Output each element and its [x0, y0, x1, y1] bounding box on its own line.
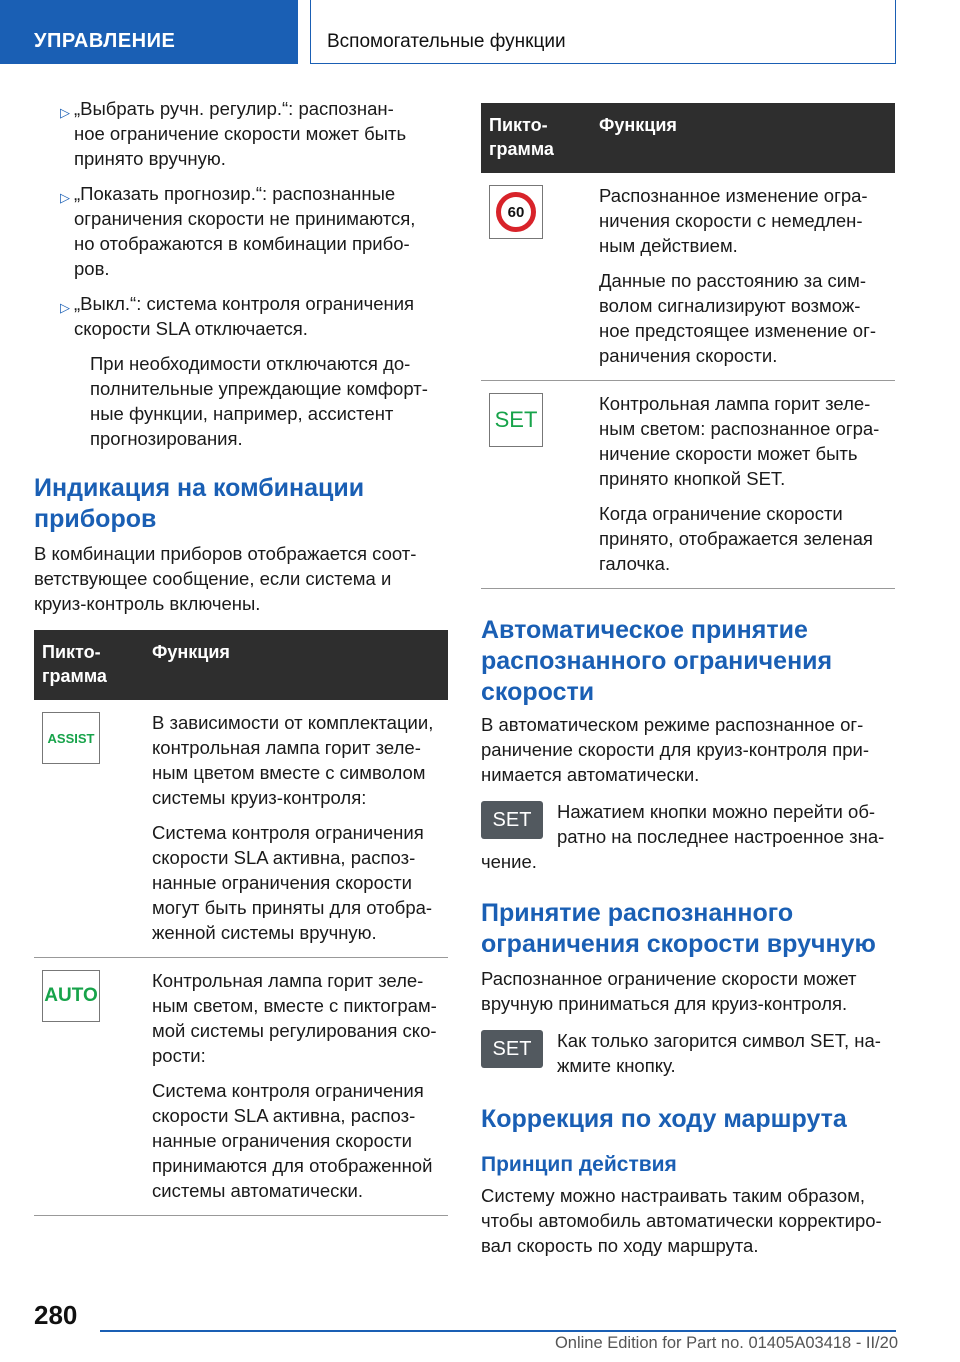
triangle-bullet-icon: ▷ [60, 300, 70, 315]
footer-divider [100, 1330, 896, 1332]
speed-value: 60 [496, 192, 536, 232]
col-header-function: Функция [591, 103, 895, 173]
edition-text: Online Edition for Part no. 01405A03418 - II/20 [554, 1334, 898, 1352]
bullet-text: „Выбрать ручн. регулир.“: распознан- ное ограничение скорости может быть принято вручную. [74, 98, 407, 169]
heading-principle: Принцип действия [481, 1153, 677, 1176]
heading-instrument-cluster: Индикация на комбинации приборов [34, 474, 365, 533]
set-note-2: SET Как только загорится символ SET, на- жмите кнопку. [481, 1028, 895, 1078]
triangle-bullet-icon: ▷ [60, 105, 70, 120]
principle-paragraph: Систему можно настраивать таким образом, чтобы автомобиль автоматически корректиро- вал скорость по ходу маршрута. [481, 1185, 882, 1256]
bullet-note: При необходимости отключаются до- полнительные упреждающие комфорт- ные функции, например, ассистент прогнозирования. [90, 353, 428, 449]
auto-paragraph: В автоматическом режиме распознанное ог- раничение скорости для круиз-контроля при- нимается автоматически. [481, 714, 870, 785]
heading-route-correction: Коррекция по ходу маршрута [481, 1105, 847, 1133]
manual-paragraph: Распознанное ограничение скорости может вручную приниматься для круиз-контроля. [481, 968, 857, 1014]
pictogram-table [481, 103, 895, 589]
bullet-text: „Выкл.“: система контроля ограничения скорости SLA отключается. [74, 293, 415, 339]
auto-icon: AUTO [42, 970, 100, 1022]
bullet-item [34, 291, 448, 341]
table-row: ASSIST В зависимости от комплектации, контрольная лампа горит зеле- ным цветом вместе с символом системы круиз-контроля: Система контроля ограничения скорости SLA активна, распоз- нанные ограничения скорости могут быть приняты для отобра- женной системы вручную. [34, 700, 448, 958]
section-tab [0, 0, 298, 64]
set-button-icon: SET [481, 1030, 543, 1068]
heading-auto-accept: Автоматическое принятие распознанного ограничения скорости [481, 616, 833, 706]
bullet-item [34, 96, 448, 171]
assist-icon: ASSIST [42, 712, 100, 764]
col-header-pictogram: Пикто- грамма [34, 630, 144, 700]
section-title: УПРАВЛЕНИЕ [34, 30, 176, 52]
col-header-pictogram: Пикто- грамма [481, 103, 591, 173]
col-header-function: Функция [144, 630, 448, 700]
set-note-1: SET Нажатием кнопки можно перейти об- ратно на последнее настроенное зна- чение. [481, 801, 885, 872]
left-column [34, 96, 448, 1216]
table-row: AUTO Контрольная лампа горит зеле- ным светом, вместе с пиктограм- мой системы регулирования ско- рости: Система контроля ограничения скорости SLA активна, распоз- нанные ограничения скорости принимаются для отображенной системы автоматически. [34, 958, 448, 1216]
triangle-bullet-icon: ▷ [60, 190, 70, 205]
table-row: 60 Распознанное изменение огра- ничения скорости с немедлен- ным действием. Данные по расстоянию за сим- волом сигнализируют возмож- ное предстоящее изменение ог- раничения скорости. [481, 173, 895, 381]
heading-manual-accept: Принятие распознанного ограничения скорости вручную [481, 899, 876, 958]
set-button-icon: SET [481, 801, 543, 839]
right-column [481, 103, 895, 1258]
table-row: SET Контрольная лампа горит зеле- ным светом: распознанное огра- ничение скорости может быть принято кнопкой SET. Когда ограничение скорости принято, отображается зеленая галочка. [481, 381, 895, 589]
set-green-icon: SET [489, 393, 543, 447]
page-number: 280 [34, 1300, 78, 1330]
pictogram-table [34, 630, 448, 1216]
subsection-title: Вспомогательные функции [327, 31, 566, 52]
subsection-header [310, 0, 896, 64]
bullet-text: „Показать прогнозир.“: распознанные ограничения скорости не принимаются, но отображаются в комбинации прибо- ров. [74, 183, 416, 279]
speed-limit-60-icon [489, 185, 543, 239]
bullet-item [34, 181, 448, 281]
intro-paragraph: В комбинации приборов отображается соот- ветствующее сообщение, если система и круиз-контроль включены. [34, 543, 417, 614]
